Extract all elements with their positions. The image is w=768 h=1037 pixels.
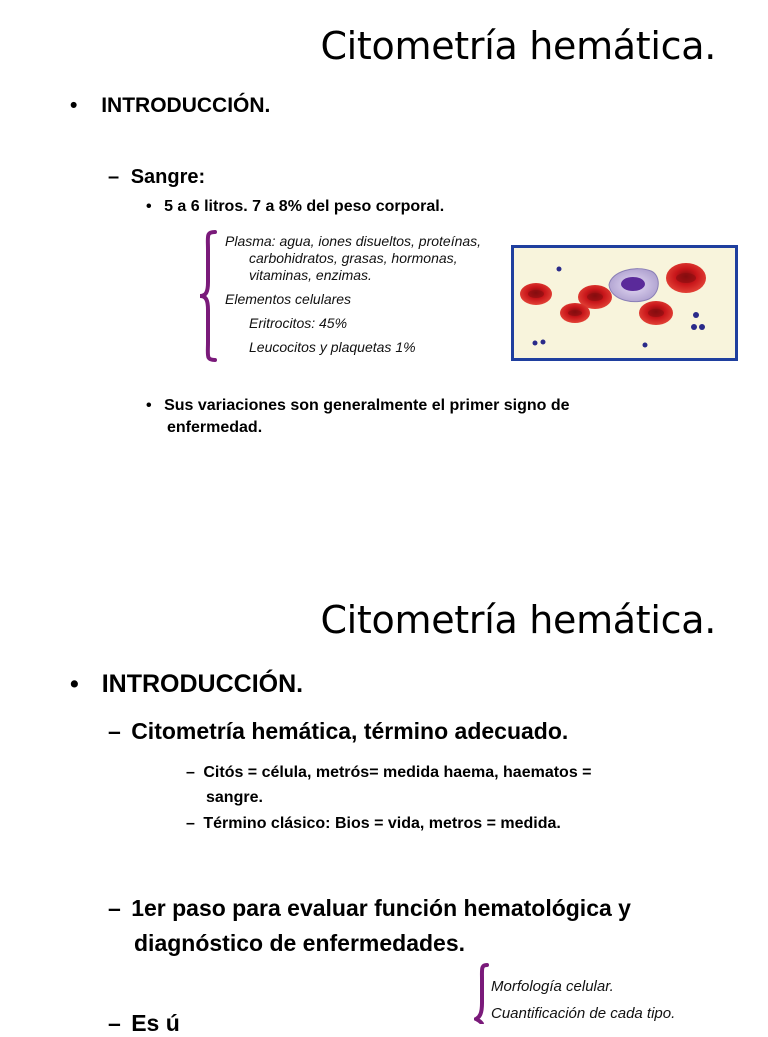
slide2-sub1a-text: sangre.	[206, 789, 263, 806]
nucleus	[621, 277, 645, 291]
image-frame	[513, 247, 737, 360]
dash: –	[108, 895, 121, 921]
slide1-heading-text: INTRODUCCIÓN.	[101, 94, 271, 117]
slide1-title: Citometría hemática.	[320, 24, 716, 68]
slide2-sub1-text: Citometría hemática, término adecuado.	[131, 718, 569, 744]
slide2-sub3-text: Es ú	[131, 1010, 180, 1036]
bullet: •	[70, 94, 78, 117]
blood-composition	[225, 233, 481, 356]
dash: –	[108, 1010, 121, 1036]
slide2-sub1a-text: Citós = célula, metrós= medida haema, haematos =	[203, 764, 592, 781]
slide2-sub2-text: 1er paso para evaluar función hematológica y	[131, 895, 631, 921]
bullet: •	[146, 397, 152, 414]
bullet: •	[146, 198, 152, 215]
slide2-heading	[70, 670, 303, 699]
composition-line: Elementos celulares	[225, 291, 352, 307]
brace-icon	[198, 230, 220, 362]
slide2-sub1b	[186, 815, 561, 833]
slide1-point2-text: enfermedad.	[167, 419, 263, 436]
slide2-sub1b-text: Término clásico: Bios = vida, metros = medida.	[203, 815, 561, 832]
slide2-title: Citometría hemática.	[320, 598, 716, 642]
slide2-sub2	[108, 891, 631, 961]
slide2-heading-text: INTRODUCCIÓN.	[101, 670, 304, 698]
slide2-sub1	[108, 718, 568, 745]
composition-line: vitaminas, enzimas.	[249, 267, 372, 283]
slide1-sub	[108, 166, 205, 189]
side-note: Morfología celular.	[491, 978, 614, 995]
blood-cells-image	[511, 245, 738, 361]
slide1-point1-text: 5 a 6 litros. 7 a 8% del peso corporal.	[164, 198, 445, 215]
slide1-sub-text: Sangre:	[130, 166, 206, 188]
dash: –	[108, 166, 120, 188]
slide2-side-notes	[491, 973, 675, 1027]
side-note: Cuantificación de cada tipo.	[491, 1005, 676, 1022]
slide1-point2	[146, 395, 570, 439]
dash: –	[186, 815, 195, 832]
dash: –	[108, 718, 121, 744]
dash: –	[186, 764, 195, 781]
bullet: •	[70, 670, 79, 698]
slide1-point2-text: Sus variaciones son generalmente el primer signo de	[164, 397, 570, 414]
slide2-sub1a	[186, 760, 592, 810]
slide1-point1	[146, 198, 444, 216]
composition-line: Plasma: agua, iones disueltos, proteínas,	[225, 233, 482, 249]
brace-icon	[474, 963, 490, 1024]
composition-line: carbohidratos, grasas, hormonas,	[249, 250, 458, 266]
slide1-heading	[70, 94, 270, 118]
composition-line: Eritrocitos: 45%	[249, 315, 348, 331]
composition-line: Leucocitos y plaquetas 1%	[249, 339, 416, 355]
slide2-sub2-text: diagnóstico de enfermedades.	[134, 930, 466, 956]
